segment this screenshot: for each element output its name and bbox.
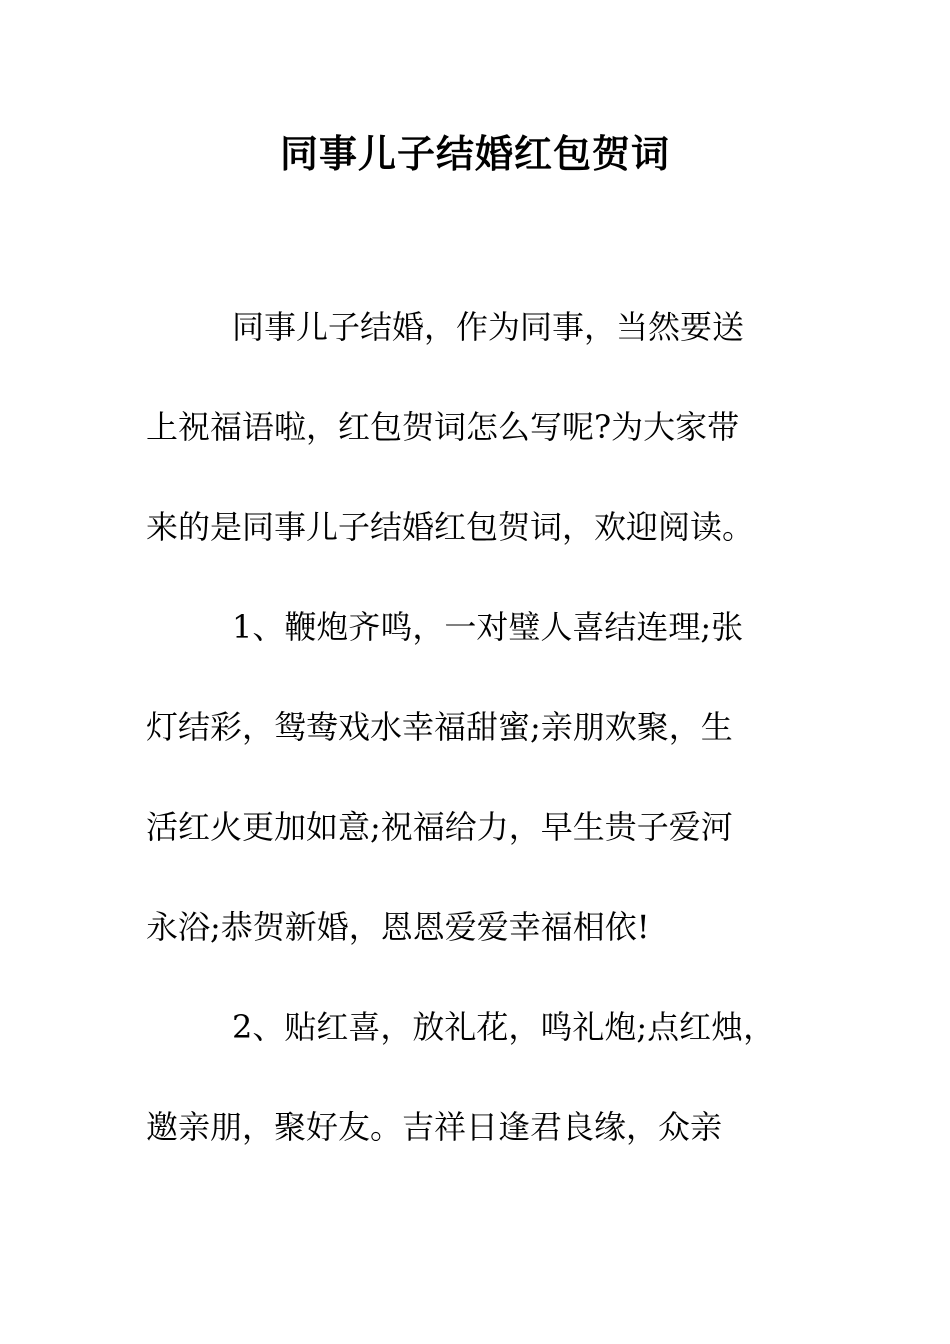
paragraph-line: 来的是同事儿子结婚红包贺词，欢迎阅读。 [146,508,755,546]
paragraph-line: 邀亲朋，聚好友。吉祥日逢君良缘，众亲 [146,1108,723,1146]
paragraph-line: 上祝福语啦，红包贺词怎么写呢?为大家带 [146,408,740,446]
paragraph-line: 1、鞭炮齐鸣，一对璧人喜结连理;张 [232,608,744,646]
paragraph-line: 2、贴红喜，放礼花，鸣礼炮;点红烛， [232,1008,776,1046]
document-title: 同事儿子结婚红包贺词 [279,132,670,176]
paragraph-line: 灯结彩，鸳鸯戏水幸福甜蜜;亲朋欢聚，生 [146,708,733,746]
paragraph-line: 永浴;恭贺新婚，恩恩爱爱幸福相依! [146,908,650,946]
paragraph-line: 同事儿子结婚，作为同事，当然要送 [232,308,745,346]
paragraph-line: 活红火更加如意;祝福给力，早生贵子爱河 [146,808,733,846]
